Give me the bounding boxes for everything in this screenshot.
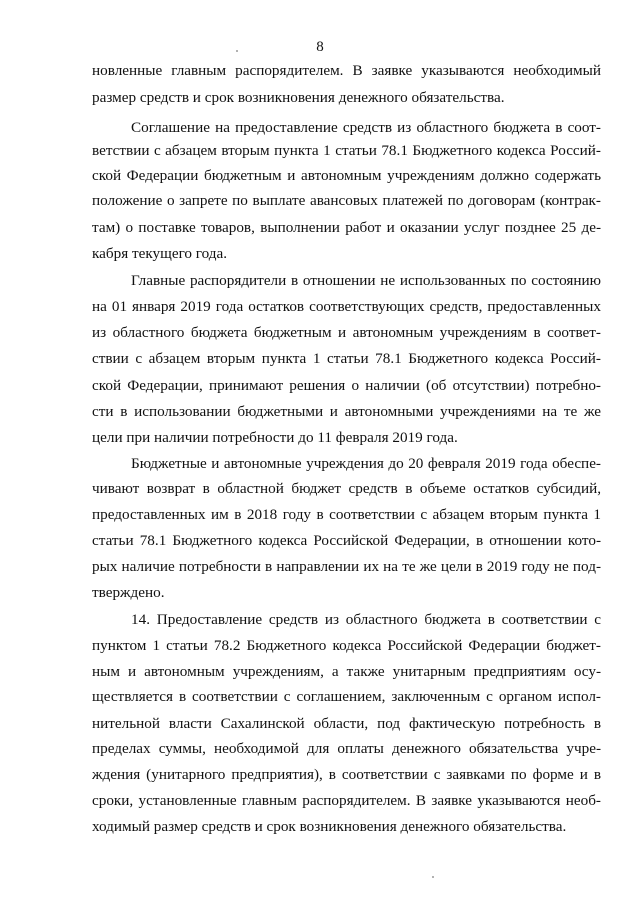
text-line: пределах суммы, необходимой для оплаты денежного обязательства учре-: [92, 740, 601, 757]
text-line: предоставленных им в 2018 году в соответствии с абзацем вторым пункта 1: [92, 506, 601, 523]
text-line: ветствии с абзацем вторым пункта 1 статьи 78.1 Бюджетного кодекса Россий-: [92, 142, 601, 159]
text-line: положение о запрете по выплате авансовых платежей по договорам (контрак-: [92, 192, 601, 209]
text-line: ходимый размер средств и срок возникновения денежного обязательства.: [92, 818, 567, 835]
text-line: тверждено.: [92, 584, 165, 601]
text-line: цели при наличии потребности до 11 февраля 2019 года.: [92, 429, 458, 446]
text-line: пунктом 1 статьи 78.2 Бюджетного кодекса Российской Федерации бюджет-: [92, 637, 601, 654]
text-line: размер средств и срок возникновения денежного обязательства.: [92, 89, 505, 106]
text-line: сроки, установленные главным распорядителем. В заявке указываются необ-: [92, 792, 601, 809]
page-number: 8: [316, 39, 324, 55]
scan-speck: [432, 876, 434, 878]
text-line: ждения (унитарного предприятия), в соответствии с заявками по форме и в: [92, 766, 601, 783]
text-line: ствии с абзацем вторым пункта 1 статьи 78.1 Бюджетного кодекса Россий-: [92, 350, 601, 367]
scan-speck: [236, 50, 238, 52]
text-line: ской Федерации бюджетным и автономным учреждениям должно содержать: [92, 167, 601, 184]
text-line: кабря текущего года.: [92, 245, 228, 262]
text-line: новленные главным распорядителем. В заявке указываются необходимый: [92, 62, 601, 79]
text-line: на 01 января 2019 года остатков соответствующих средств, предоставленных: [92, 298, 601, 315]
text-line: Соглашение на предоставление средств из областного бюджета в соот-: [131, 119, 601, 136]
text-line: рых наличие потребности в направлении их на те же цели в 2019 году не под-: [92, 558, 601, 575]
text-line: сти в использовании бюджетными и автономными учреждениями на те же: [92, 403, 601, 420]
text-line: Главные распорядители в отношении не использованных по состоянию: [131, 272, 601, 289]
text-line: ской Федерации, принимают решения о наличии (об отсутствии) потребно-: [92, 377, 601, 394]
text-line: там) о поставке товаров, выполнении работ и оказании услуг позднее 25 де-: [92, 219, 601, 236]
text-line: ным и автономным учреждениям, а также унитарным предприятиям осу-: [92, 663, 601, 680]
text-line: статьи 78.1 Бюджетного кодекса Российской Федерации, в отношении кото-: [92, 532, 601, 549]
text-line: ществляется в соответствии с соглашением, заключенным с органом испол-: [92, 688, 601, 705]
text-line: нительной власти Сахалинской области, под фактическую потребность в: [92, 715, 601, 732]
text-line: 14. Предоставление средств из областного бюджета в соответствии с: [131, 611, 601, 628]
text-line: Бюджетные и автономные учреждения до 20 февраля 2019 года обеспе-: [131, 455, 601, 472]
text-line: чивают возврат в областной бюджет средств в объеме остатков субсидий,: [92, 480, 601, 497]
text-line: из областного бюджета бюджетным и автономным учреждениям в соответ-: [92, 324, 601, 341]
